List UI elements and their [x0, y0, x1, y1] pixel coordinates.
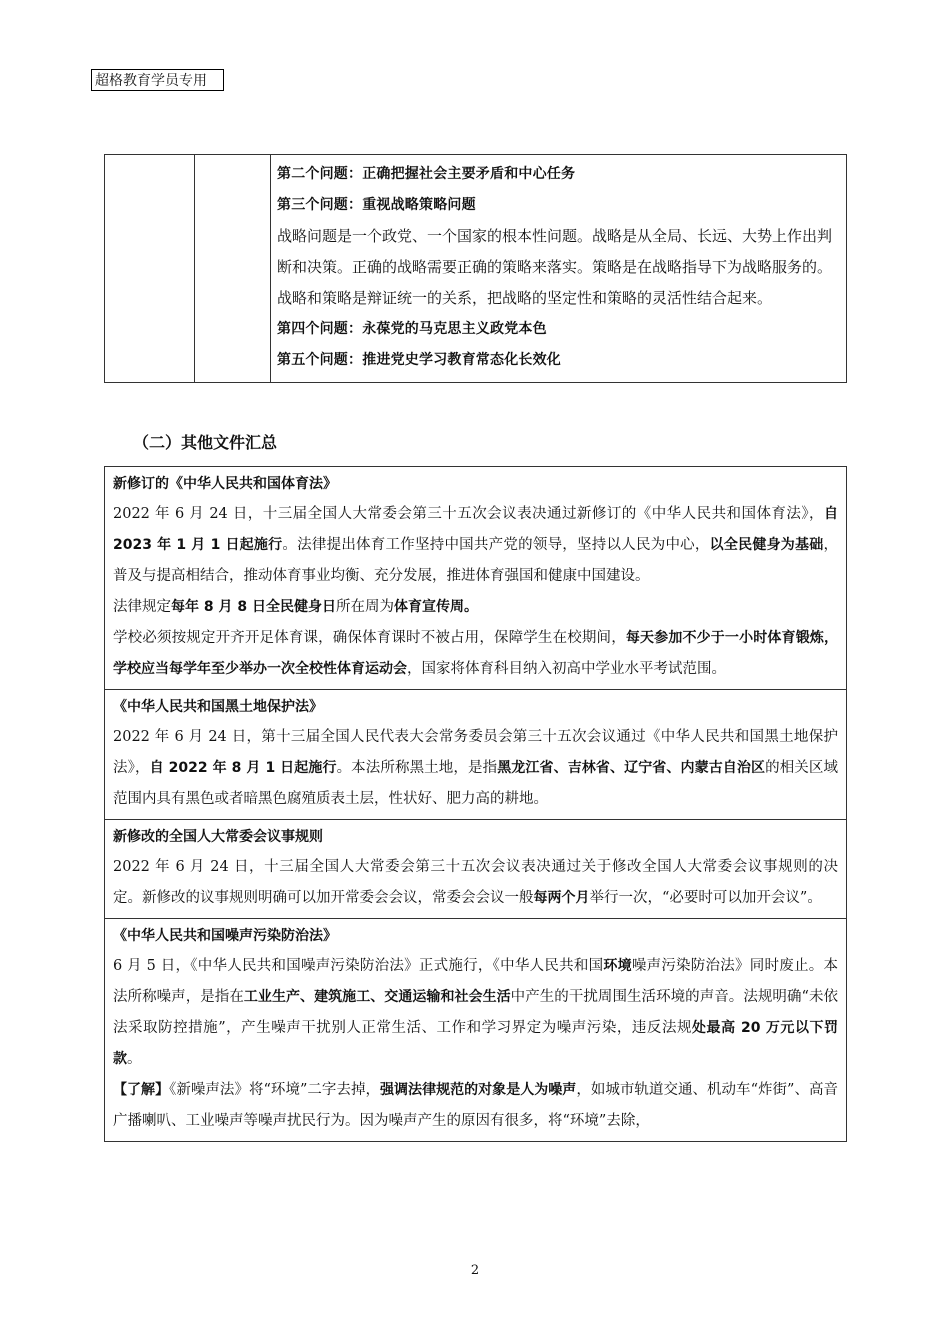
sports-law-title: 新修订的《中华人民共和国体育法》: [113, 476, 337, 492]
npc-rules-cell: [105, 820, 847, 919]
noise-law-para-1: 6 月 5 日，《中华人民共和国噪声污染防治法》正式施行，《中华人民共和国环境噪声污染防治法》同时废止。本法所称噪声，是指在工业生产、建筑施工、交通运输和社会生活中产生的干扰周围生活环境的声音。法规明确“未依法采取防控措施”，产生噪声干扰别人正常生活、工作和学习界定为噪声污染，违反法规处最高 20 万元以下罚款。: [113, 958, 839, 1067]
sports-law-cell: [105, 467, 847, 690]
sports-law-para-1: 2022 年 6 月 24 日，十三届全国人大常委会第三十五次会议表决通过新修订的《中华人民共和国体育法》，自 2023 年 1 月 1 日起施行。法律提出体育工作坚持中国共产党的领导，坚持以人民为中心，以全民健身为基础，普及与提高相结合，推动体育事业均衡、充分发展，推进体育强国和健康中国建设。: [113, 506, 839, 584]
sports-law-para-2: 法律规定每年 8 月 8 日全民健身日所在周为体育宣传周。: [113, 599, 478, 615]
blackland-law-title: 《中华人民共和国黑土地保护法》: [113, 699, 323, 715]
question-3: 第三个问题：重视战略策略问题: [277, 197, 476, 213]
party-history-table: [104, 154, 847, 383]
blackland-law-para: 2022 年 6 月 24 日，第十三届全国人民代表大会常务委员会第三十五次会议通过《中华人民共和国黑土地保护法》，自 2022 年 8 月 1 日起施行。本法所称黑土地，是指黑龙江省、吉林省、辽宁省、内蒙古自治区的相关区域范围内具有黑色或者暗黑色腐殖质表土层，性状好、肥力高的耕地。: [113, 729, 839, 807]
npc-rules-title: 新修改的全国人大常委会议事规则: [113, 829, 323, 845]
strategy-paragraph: 战略问题是一个政党、一个国家的根本性问题。战略是从全局、长远、大势上作出判断和决策。正确的战略需要正确的策略来落实。策略是在战略指导下为战略服务的。战略和策略是辩证统一的关系，把战略的坚定性和策略的灵活性结合起来。: [277, 227, 833, 307]
question-2: 第二个问题：正确把握社会主要矛盾和中心任务: [277, 166, 576, 182]
question-4: 第四个问题：永葆党的马克思主义政党本色: [277, 321, 547, 337]
noise-law-title: 《中华人民共和国噪声污染防治法》: [113, 928, 337, 944]
empty-cell-1: [105, 155, 195, 383]
npc-rules-para: 2022 年 6 月 24 日，十三届全国人大常委会第三十五次会议表决通过关于修改全国人大常委会议事规则的决定。新修改的议事规则明确可以加开常委会会议，常委会会议一般每两个月举行一次，“必要时可以加开会议”。: [113, 859, 838, 906]
other-documents-table: [104, 466, 847, 1142]
question-5: 第五个问题：推进党史学习教育常态化长效化: [277, 352, 561, 368]
noise-law-para-2: 【了解】《新噪声法》将“环境”二字去掉，强调法律规范的对象是人为噪声，如城市轨道交通、机动车“炸街”、高音广播喇叭、工业噪声等噪声扰民行为。因为噪声产生的原因有很多，将“环境”去除，: [113, 1082, 839, 1129]
content-cell: [271, 155, 847, 383]
section-heading: （二）其他文件汇总: [133, 433, 278, 452]
noise-law-cell: [105, 919, 847, 1142]
sports-law-para-3: 学校必须按规定开齐开足体育课，确保体育课时不被占用，保障学生在校期间，每天参加不少于一小时体育锻炼，学校应当每学年至少举办一次全校性体育运动会，国家将体育科目纳入初高中学业水平考试范围。: [113, 630, 839, 677]
blackland-law-cell: [105, 690, 847, 820]
page-number: 2: [470, 1263, 480, 1278]
empty-cell-2: [195, 155, 271, 383]
header-label-box: 超格教育学员专用: [91, 69, 224, 91]
